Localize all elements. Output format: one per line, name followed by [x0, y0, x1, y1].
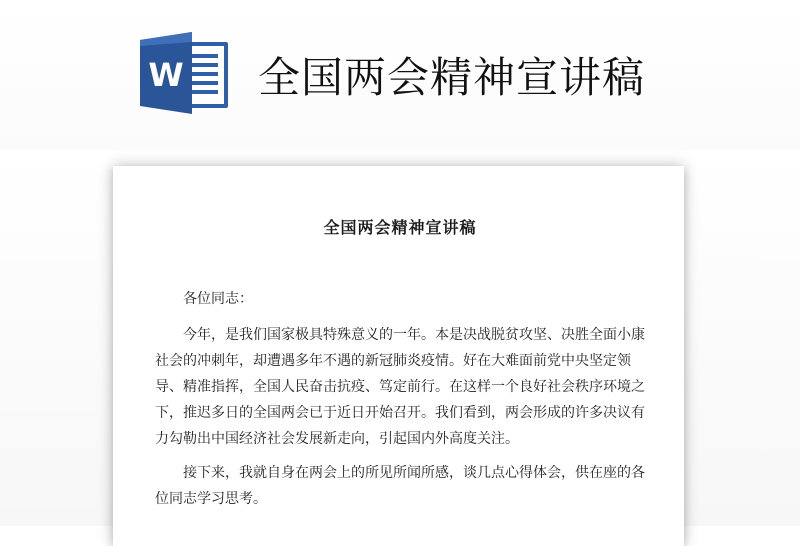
- document-paragraph: 接下来，我就自身在两会上的所见所闻所感，谈几点心得体会，供在座的各位同志学习思考。: [155, 465, 645, 507]
- document-greeting: 各位同志：: [183, 291, 253, 307]
- page-title: 全国两会精神宣讲稿: [258, 53, 646, 102]
- header-banner: [0, 0, 800, 150]
- document-paragraph: 今年，是我们国家极具特殊意义的一年。本是决战脱贫攻坚、决胜全面小康社会的冲刺年，却遭遇多年不遇的新冠肺炎疫情。好在大难面前党中央坚定领导、精准指挥，全国人民奋击抗疫、笃定前行。在这样一个良好社会秩序环境之下，推迟多日的全国两会已于近日开始召开。我们看到，两会形成的许多决议有力勾勒出中国经济社会发展新走向，引起国内外高度关注。: [155, 327, 645, 447]
- word-letter: W: [148, 56, 184, 94]
- document-title: 全国两会精神宣讲稿: [323, 218, 477, 237]
- word-icon: [140, 32, 232, 114]
